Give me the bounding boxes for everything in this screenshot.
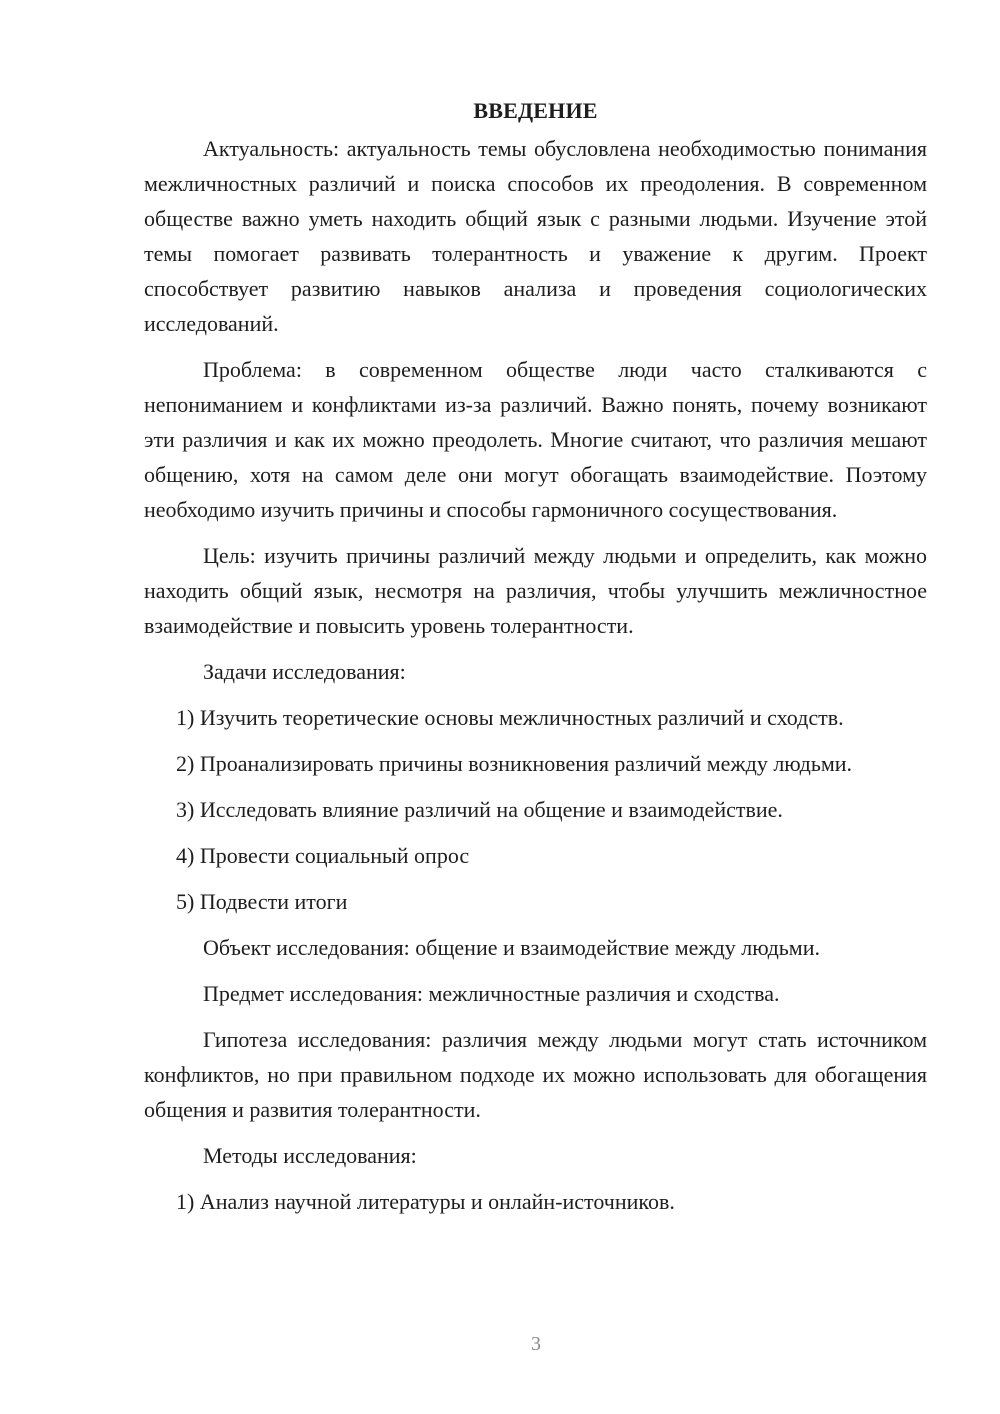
methods-heading: Методы исследования:	[203, 1143, 417, 1168]
object-paragraph: Объект исследования: общение и взаимодействие между людьми.	[203, 935, 820, 960]
subject-paragraph: Предмет исследования: межличностные различия и сходства.	[203, 981, 780, 1006]
task-item-2: 2) Проанализировать причины возникновения различий между людьми.	[176, 751, 853, 776]
task-item-4: 4) Провести социальный опрос	[176, 843, 470, 868]
task-item-1: 1) Изучить теоретические основы межличностных различий и сходств.	[176, 705, 844, 730]
document-page	[144, 96, 927, 1230]
relevance-paragraph: Актуальность: актуальность темы обусловлена необходимостью понимания межличностных различий и поиска способов их преодоления. В современном обществе важно уметь находить общий язык с разными людьми. Изучение этой темы помогает развивать толерантность и уважение к другим. Проект способствует развитию навыков анализа и проведения социологических исследований.	[144, 136, 927, 336]
goal-paragraph: Цель: изучить причины различий между людьми и определить, как можно находить общий язык, несмотря на различия, чтобы улучшить межличностное взаимодействие и повысить уровень толерантности.	[144, 543, 927, 638]
problem-paragraph: Проблема: в современном обществе люди часто сталкиваются с непониманием и конфликтами из-за различий. Важно понять, почему возникают эти различия и как их можно преодолеть. Многие считают, что различия мешают общению, хотя на самом деле они могут обогащать взаимодействие. Поэтому необходимо изучить причины и способы гармоничного сосуществования.	[144, 357, 927, 522]
document-title: ВВЕДЕНИЕ	[473, 98, 598, 123]
tasks-heading: Задачи исследования:	[203, 659, 406, 684]
method-item-1: 1) Анализ научной литературы и онлайн-источников.	[176, 1189, 675, 1214]
page-number: 3	[531, 1333, 541, 1355]
task-item-5: 5) Подвести итоги	[176, 889, 348, 914]
hypothesis-paragraph: Гипотеза исследования: различия между людьми могут стать источником конфликтов, но при правильном подходе их можно использовать для обогащения общения и развития толерантности.	[144, 1027, 927, 1122]
task-item-3: 3) Исследовать влияние различий на общение и взаимодействие.	[176, 797, 783, 822]
